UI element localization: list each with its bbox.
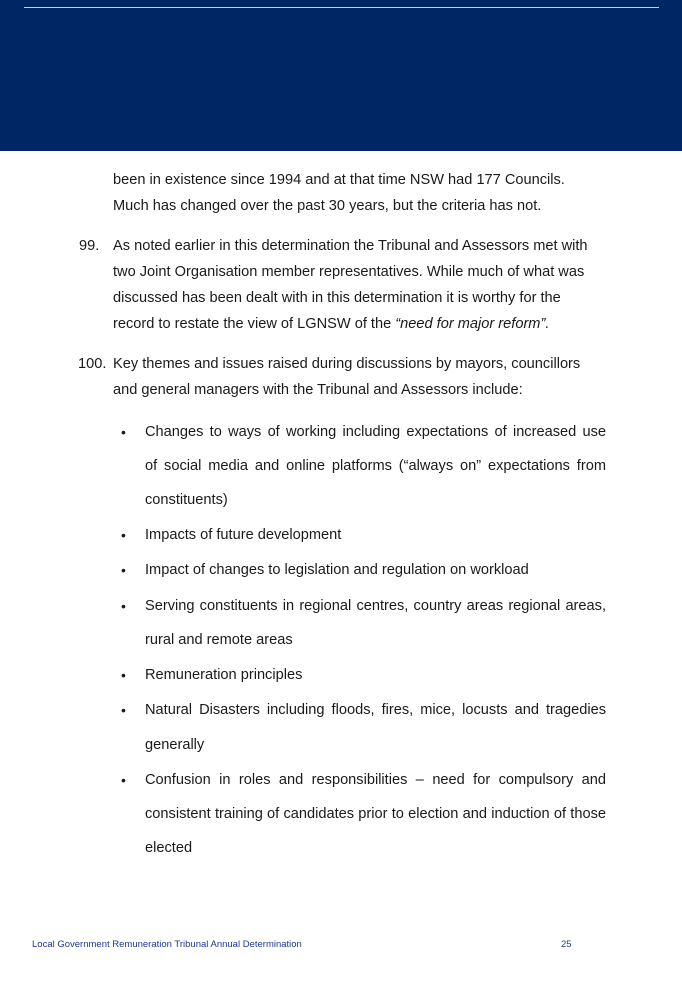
bullet-icon: •: [121, 527, 126, 543]
bullet-icon: •: [121, 562, 126, 578]
bullet-icon: •: [121, 598, 126, 614]
header-rule: [24, 7, 659, 8]
bullet-4-line-1: Serving constituents in regional centres, country areas regional areas,: [145, 598, 606, 614]
para100-line-1: Key themes and issues raised during discussions by mayors, councillors: [113, 356, 581, 372]
bullet-7-line-2: consistent training of candidates prior to election and induction of those: [145, 806, 606, 822]
page-number: 25: [561, 939, 572, 950]
bullet-1-line-1: Changes to ways of working including expectations of increased use: [145, 424, 606, 440]
bullet-icon: •: [121, 667, 126, 683]
para99-line-4: [113, 315, 549, 333]
continuation-line-1: been in existence since 1994 and at that time NSW had 177 Councils.: [113, 172, 565, 188]
bullet-5-line-1: Remuneration principles: [145, 667, 303, 683]
bullet-1-line-2: of social media and online platforms (“always on” expectations from: [145, 458, 606, 474]
bullet-6-line-1: Natural Disasters including floods, fires, mice, locusts and tragedies: [145, 702, 606, 718]
bullet-2-line-1: Impacts of future development: [145, 527, 342, 543]
para99-line-1: As noted earlier in this determination the Tribunal and Assessors met with: [113, 238, 588, 254]
footer-title: Local Government Remuneration Tribunal Annual Determination: [32, 939, 302, 950]
paragraph-number-100: 100.: [78, 356, 107, 372]
paragraph-number-99: 99.: [79, 238, 100, 254]
bullet-1-line-3: constituents): [145, 492, 228, 508]
para99-line-4-text: record to restate the view of LGNSW of the: [113, 316, 396, 332]
bullet-4-line-2: rural and remote areas: [145, 632, 293, 648]
bullet-icon: •: [121, 424, 126, 440]
para99-line-2: two Joint Organisation member representatives. While much of what was: [113, 264, 585, 280]
bullet-3-line-1: Impact of changes to legislation and regulation on workload: [145, 562, 529, 578]
bullet-icon: •: [121, 702, 126, 718]
header-band: [0, 0, 682, 151]
continuation-line-2: Much has changed over the past 30 years, but the criteria has not.: [113, 198, 542, 214]
bullet-6-line-2: generally: [145, 737, 205, 753]
bullet-7-line-3: elected: [145, 840, 193, 856]
para100-line-2: and general managers with the Tribunal and Assessors include:: [113, 382, 523, 398]
para99-line-3: discussed has been dealt with in this determination it is worthy for the: [113, 290, 561, 306]
bullet-icon: •: [121, 772, 126, 788]
quote-need-for-major-reform: “need for major reform”.: [395, 316, 550, 332]
bullet-7-line-1: Confusion in roles and responsibilities – need for compulsory and: [145, 772, 606, 788]
